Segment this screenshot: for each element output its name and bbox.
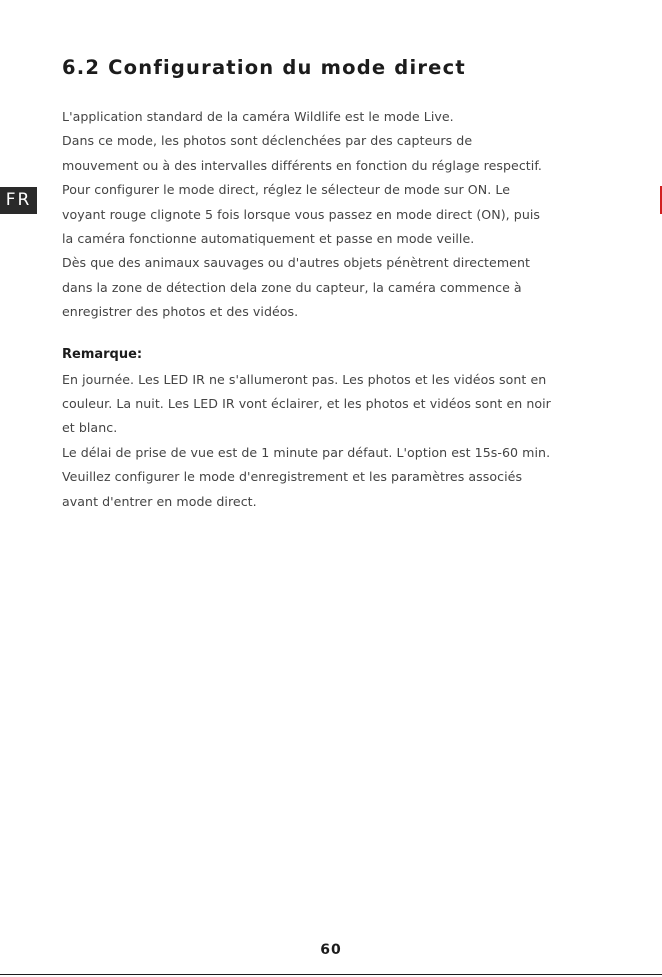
text-line: avant d'entrer en mode direct. — [62, 493, 257, 509]
paragraph-note — [62, 368, 642, 514]
body-text — [62, 105, 642, 514]
text-line: et blanc. — [62, 420, 118, 436]
language-tab: FR — [0, 187, 37, 214]
text-line: Veuillez configurer le mode d'enregistrement et les paramètres associés — [62, 469, 523, 485]
text-line: Dès que des animaux sauvages ou d'autres objets pénètrent directement — [62, 255, 530, 271]
text-line: mouvement ou à des intervalles différents en fonction du réglage respectif. — [62, 157, 542, 173]
section-title: 6.2 Configuration du mode direct — [62, 56, 466, 79]
text-line: Dans ce mode, les photos sont déclenchées par des capteurs de — [62, 133, 473, 149]
paragraph-gap — [62, 325, 642, 344]
bottom-rule — [0, 974, 662, 975]
text-line: couleur. La nuit. Les LED IR vont éclairer, et les photos et vidéos sont en noir — [62, 396, 551, 412]
text-line: L'application standard de la caméra Wildlife est le mode Live. — [62, 109, 454, 124]
text-line: Pour configurer le mode direct, réglez le sélecteur de mode sur ON. Le — [62, 182, 510, 198]
page-number: 60 — [320, 942, 342, 958]
text-line: En journée. Les LED IR ne s'allumeront pas. Les photos et les vidéos sont en — [62, 371, 547, 387]
paragraph-live-mode — [62, 105, 642, 325]
text-line: dans la zone de détection dela zone du capteur, la caméra commence à — [62, 279, 522, 295]
text-line: Le délai de prise de vue est de 1 minute par défaut. L'option est 15s-60 min. — [62, 444, 551, 460]
text-line: la caméra fonctionne automatiquement et passe en mode veille. — [62, 230, 475, 246]
note-title: Remarque: — [62, 347, 143, 363]
text-line: voyant rouge clignote 5 fois lorsque vous passez en mode direct (ON), puis — [62, 206, 541, 222]
text-line: enregistrer des photos et des vidéos. — [62, 304, 299, 320]
